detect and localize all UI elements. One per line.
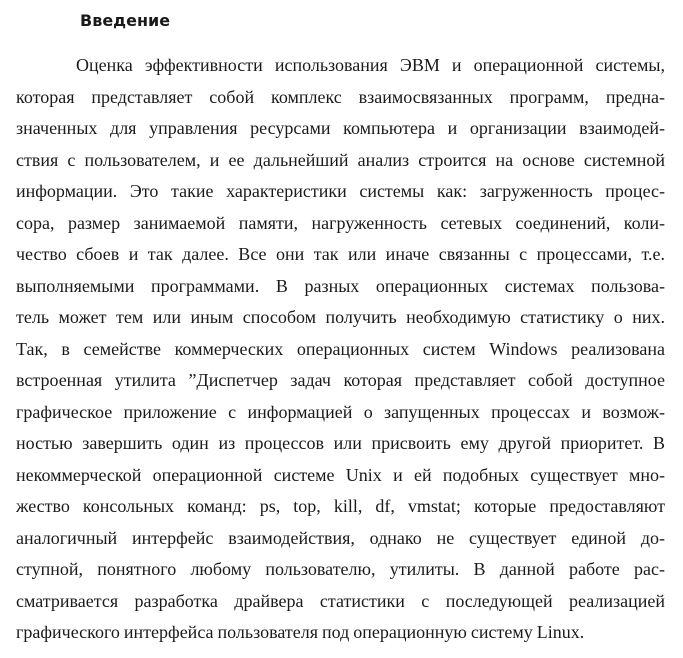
section-heading: Введение: [80, 11, 171, 30]
paragraph-line: которая представляет собой комплекс взаимосвязанных программ, предна-: [16, 86, 665, 107]
paragraph-line: некоммерческой операционной системе Unix и ей подобных существует мно-: [16, 464, 665, 485]
paragraph-line: жество консольных команд: ps, top, kill, df, vmstat; которые предоставляют: [16, 496, 665, 516]
paragraph-line: графическое приложение с информацией о запущенных процессах и возмож-: [16, 401, 665, 422]
paragraph-line: ствия с пользователем, и ее дальнейший анализ строится на основе системной: [16, 149, 665, 170]
paragraph-line: чество сбоев и так далее. Все они так или иначе связанны с процессами, т.е.: [16, 244, 665, 264]
paragraph-line: ностью завершить один из процессов или присвоить ему другой приоритет. В: [16, 433, 665, 453]
paragraph-line: Оценка эффективности использования ЭВМ и операционной системы,: [76, 55, 665, 75]
paragraph-line: графического интерфейса пользователя под операционную систему Linux.: [16, 622, 585, 642]
paragraph-line: тель может тем или иным способом получить необходимую статистику о них.: [16, 307, 665, 327]
paragraph-line: сматривается разработка драйвера статистики с последующей реализацией: [16, 590, 665, 611]
paragraph-line: выполняемыми программами. В разных операционных системах пользова-: [16, 275, 665, 296]
paragraph-line: информации. Это такие характеристики системы как: загруженность процес-: [16, 181, 665, 201]
paragraph-line: Так, в семействе коммерческих операционных систем Windows реализована: [16, 338, 665, 359]
paragraph-line: значенных для управления ресурсами компьютера и организации взаимодей-: [16, 118, 665, 138]
paragraph-line: сора, размер занимаемой памяти, нагруженность сетевых соединений, коли-: [16, 212, 665, 233]
paragraph-line: аналогичный интерфейс взаимодействия, однако не существует единой до-: [16, 527, 665, 548]
paragraph-line: ступной, понятного любому пользователю, утилиты. В данной работе рас-: [16, 559, 665, 579]
body-paragraph: [16, 50, 665, 649]
paragraph-line: встроенная утилита ”Диспетчер задач которая представляет собой доступное: [16, 370, 665, 390]
